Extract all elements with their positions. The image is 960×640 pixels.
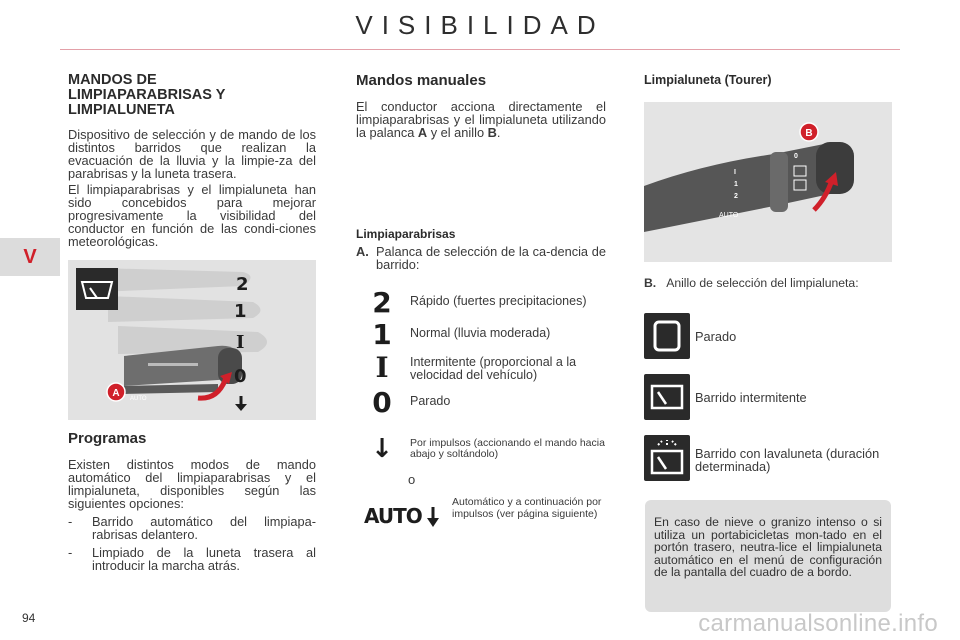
photo1-pos-1: 1 <box>234 301 247 322</box>
photo1-auto-text: AUTO <box>130 396 147 402</box>
state-label-washer: Barrido con lavaluneta (duración determinada) <box>695 446 880 474</box>
mode-intermittent: I Intermitente (proporcional a la velocidad del vehículo) <box>370 352 610 384</box>
callout-b: B <box>805 128 813 139</box>
callout-a: A <box>112 388 120 399</box>
chapter-tab[interactable] <box>0 238 60 276</box>
manual-intro: El conductor acciona directamente el limpiaparabrisas y el limpialuneta utilizando la palanca A y el anillo B. <box>356 99 606 140</box>
heading-line-1: MANDOS DE <box>68 72 157 88</box>
lever-a-label: A. <box>356 244 369 259</box>
rear-wiper-photo <box>644 102 892 262</box>
auto-down-arrow-icon <box>426 506 440 528</box>
page-title: VISIBILIDAD <box>355 10 605 40</box>
title-divider <box>60 49 900 50</box>
main-heading <box>68 73 316 118</box>
photo1-pos-0: 0 <box>234 366 247 387</box>
chapter-tab-label: V <box>23 245 37 268</box>
snow-note-text: En caso de nieve o granizo intenso o si utiliza un portabicicletas mon-tado en el portón trasero, neutra-lice el limpialuneta automático en el menú de configuración de la pantalla del cuadro de a bordo. <box>654 515 882 580</box>
windshield-wiper-heading: Limpiaparabrisas <box>356 227 456 241</box>
mode-glyph-1: 1 <box>372 318 392 351</box>
mode-fast: 2 Rápido (fuertes precipitaciones) <box>370 288 610 318</box>
ring-pos-1: 1 <box>734 181 738 188</box>
ring-pos-0: 0 <box>794 153 798 160</box>
rear-wiper-washer-icon <box>644 435 690 481</box>
or-text: o <box>408 472 416 487</box>
list-item: - Limpiado de la luneta trasera al introducir la marcha atrás. <box>68 545 316 573</box>
state-label-off: Parado <box>695 329 737 344</box>
state-label-intermittent: Barrido intermitente <box>695 390 807 405</box>
intro-paragraph: Dispositivo de selección y de mando de los distintos barridos que realizan la evacuación de la lluvia y la limpie-za del parabrisas y la luneta trasera. <box>68 127 316 181</box>
photo1-pos-i: I <box>236 332 245 353</box>
mode-glyph-2: 2 <box>372 286 392 319</box>
rear-wiper-off-icon <box>644 313 690 359</box>
photo2-auto-text: AUTO <box>719 212 739 219</box>
mode-single-wipe: ↓ Por impulsos (accionando el mando hacia abajo y soltándolo) <box>371 434 605 464</box>
mode-glyph-0: 0 <box>372 386 392 419</box>
rear-wiper-intermittent-icon <box>644 374 690 420</box>
page-number: 94 <box>22 611 36 625</box>
programs-list <box>68 515 316 572</box>
wiper-stalk-photo <box>68 260 316 420</box>
auto-mode-glyph: AUTO <box>364 504 444 530</box>
mode-normal: 1 Normal (lluvia moderada) <box>370 320 610 350</box>
heading-line-3: LIMPIALUNETA <box>68 102 175 118</box>
down-arrow-icon: ↓ <box>371 434 393 464</box>
auto-mode-label: Automático y a continuación por impulsos (ver página siguiente) <box>452 496 602 520</box>
programs-heading: Programas <box>68 430 147 447</box>
list-item: - Barrido automático del limpiapa-rabrisas delantero. <box>68 514 316 542</box>
mode-glyph-i: I <box>375 351 389 384</box>
rear-wiper-heading: Limpialuneta (Tourer) <box>644 73 772 87</box>
ring-pos-2: 2 <box>734 193 738 200</box>
heading-line-2: LIMPIAPARABRISAS Y <box>68 87 226 103</box>
watermark: carmanualsonline.info <box>698 610 938 637</box>
ring-b-label: B. <box>644 276 657 290</box>
manual-controls-heading: Mandos manuales <box>356 72 487 89</box>
ring-b-description: B. Anillo de selección del limpialuneta: <box>644 276 859 290</box>
ring-pos-i: I <box>734 169 736 176</box>
design-paragraph: El limpiaparabrisas y el limpialuneta han sido concebidos para mejorar progresivamente la visibilidad del conductor en función de las condi-ciones meteorológicas. <box>68 182 316 249</box>
mode-off: 0 Parado <box>370 388 610 418</box>
programs-paragraph: Existen distintos modos de mando automático del limpiaparabrisas y el limpialuneta, disponibles según las siguientes opciones: <box>68 457 316 511</box>
lever-a-description: A. Palanca de selección de la ca-dencia de barrido: <box>356 244 606 272</box>
photo1-pos-2: 2 <box>236 274 249 295</box>
snow-note-box <box>645 500 891 612</box>
